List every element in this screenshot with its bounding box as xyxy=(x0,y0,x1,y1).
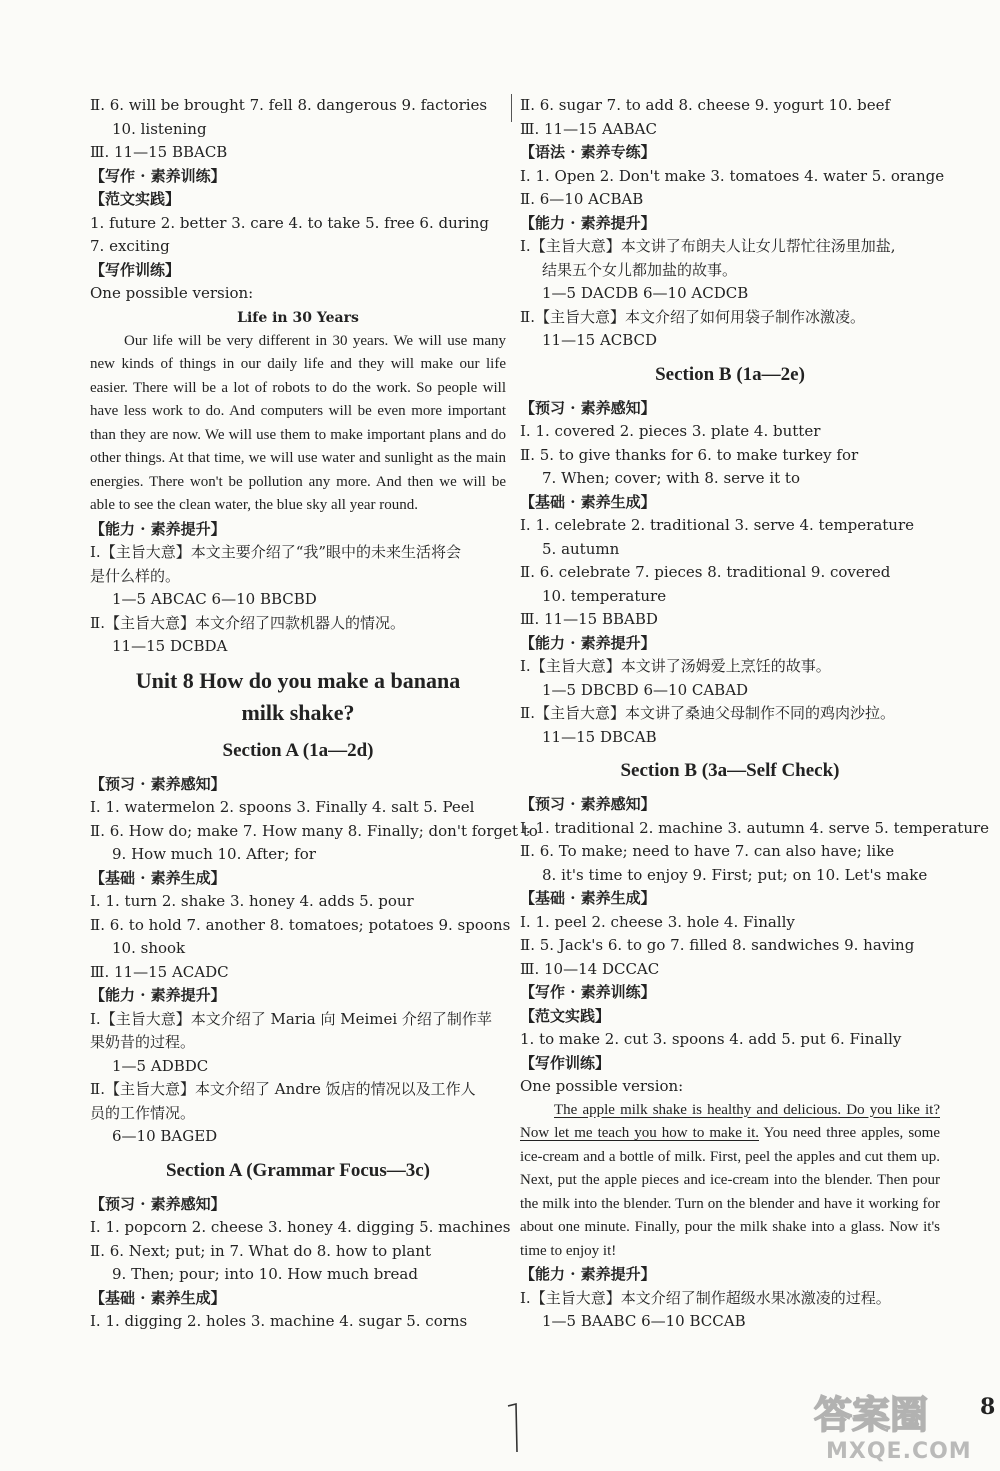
section-label: 【预习 · 素养感知】 xyxy=(90,1194,226,1213)
section-label: 【语法 · 素养专练】 xyxy=(520,143,656,161)
section-label: 【写作训练】 xyxy=(520,1053,611,1072)
section-label: 【范文实践】 xyxy=(90,190,181,208)
section-label: 【预习 · 素养感知】 xyxy=(520,398,656,417)
answer-line: 11—15 DBCAB xyxy=(542,727,657,746)
section-label: 【能力 · 素养提升】 xyxy=(520,633,656,652)
page-number-digit: 8 xyxy=(980,1394,996,1420)
answer-line: Ⅰ. 1. popcorn 2. cheese 3. honey 4. digging 5. machines xyxy=(90,1218,511,1236)
answer-line: Ⅰ.【主旨大意】本文介绍了 Maria 向 Meimei 介绍了制作苹 xyxy=(90,1009,492,1028)
answer-line: Ⅱ.【主旨大意】本文介绍了 Andre 饭店的情况以及工作人 xyxy=(90,1080,476,1098)
answer-line: 6—10 BAGED xyxy=(112,1127,218,1145)
unit-title-line: Unit 8 How do you make a banana xyxy=(135,667,461,693)
answer-line: 结果五个女儿都加盐的故事。 xyxy=(542,260,738,279)
section-label: 【写作 · 素养训练】 xyxy=(90,166,226,185)
section-label: 【范文实践】 xyxy=(520,1006,611,1025)
column-divider xyxy=(511,94,512,122)
section-heading: Section B (3a—Self Check) xyxy=(620,760,840,781)
answer-line: 1—5 DBCBD 6—10 CABAD xyxy=(542,680,749,699)
section-label: 【预习 · 素养感知】 xyxy=(520,795,656,813)
answer-line: 5. autumn xyxy=(542,539,620,558)
answer-line: 1—5 BAABC 6—10 BCCAB xyxy=(542,1312,746,1330)
answers-block xyxy=(90,518,506,659)
answer-line: Ⅱ. 6. celebrate 7. pieces 8. traditional 9. covered xyxy=(520,563,891,581)
answers-block xyxy=(520,793,990,1099)
answer-line: One possible version: xyxy=(90,284,254,302)
unit-title xyxy=(90,665,506,729)
answer-line: Ⅲ. 11—15 ACADC xyxy=(90,962,229,981)
section-label: 【基础 · 素养生成】 xyxy=(520,889,656,907)
answer-line: Ⅰ.【主旨大意】本文介绍了制作超级水果冰激凌的过程。 xyxy=(520,1288,891,1307)
answer-line: Ⅱ.【主旨大意】本文介绍了四款机器人的情况。 xyxy=(90,613,405,632)
answer-line: Ⅱ. 6. will be brought 7. fell 8. dangerous 9. factories xyxy=(90,96,488,114)
answer-line: Ⅲ. 11—15 BBABD xyxy=(520,610,658,628)
right-column xyxy=(520,94,990,1334)
essay-rest: You need three apples, some ice-cream and a bottle of milk. First, peel the apples and cut them up. Next, put the apple pieces and ice-cream into the blender. Then pour the milk into the blender. Turn on the blender and have it working for about one minute. Finally, pour the milk shake into a glass. Now it's time to enjoy it! xyxy=(520,1125,940,1259)
section-label: 【能力 · 素养提升】 xyxy=(90,519,226,538)
answer-line: Ⅰ. 1. celebrate 2. traditional 3. serve 4. temperature xyxy=(520,516,915,534)
answer-line: Ⅱ. 5. to give thanks for 6. to make turkey for xyxy=(520,445,859,464)
answer-line: Ⅲ. 10—14 DCCAC xyxy=(520,959,660,978)
section-label: 【基础 · 素养生成】 xyxy=(520,492,656,511)
answer-line: Ⅰ. 1. digging 2. holes 3. machine 4. sugar 5. corns xyxy=(90,1312,468,1330)
answer-line: Ⅰ. 1. peel 2. cheese 3. hole 4. Finally xyxy=(520,912,795,931)
essay-body: Our life will be very different in 30 years. We will use many new kinds of things in our daily life and they will make our life easier. There will be a lot of robots to do the work. So people will have less work to do. And computers will be even more important than they are now. We will use them to make important plans and do other things. At that time, we will use water and sunlight as the main energies. There won't be pollution any more. And then we will be able to see the clean water, the blue sky all year round. xyxy=(90,332,506,513)
answer-line: Ⅱ.【主旨大意】本文介绍了如何用袋子制作冰激凌。 xyxy=(520,307,865,326)
section-label: 【能力 · 素养提升】 xyxy=(90,986,226,1004)
answer-line: Ⅱ. 6. Next; put; in 7. What do 8. how to plant xyxy=(90,1241,431,1260)
answers-block xyxy=(90,94,506,306)
answer-line: 10. listening xyxy=(112,119,207,138)
essay-body xyxy=(520,1099,940,1264)
answer-line: One possible version: xyxy=(520,1077,684,1095)
answer-line: 1. to make 2. cut 3. spoons 4. add 5. put 6. Finally xyxy=(520,1030,902,1048)
answer-line: Ⅱ.【主旨大意】本文讲了桑迪父母制作不同的鸡肉沙拉。 xyxy=(520,704,895,722)
answer-line: 7. When; cover; with 8. serve it to xyxy=(542,469,800,487)
answers-block xyxy=(520,94,945,353)
answer-line: Ⅰ.【主旨大意】本文主要介绍了“我”眼中的未来生活将会 xyxy=(90,543,462,561)
unit-title-line: milk shake? xyxy=(241,699,355,725)
answer-line: Ⅰ.【主旨大意】本文讲了布朗夫人让女儿帮忙往汤里加盐, xyxy=(520,237,896,255)
answer-line: 1—5 DACDB 6—10 ACDCB xyxy=(542,284,749,302)
answers-block xyxy=(90,773,538,1149)
answer-line: 8. it's time to enjoy 9. First; put; on 10. Let's make xyxy=(542,865,928,884)
section-label: 【基础 · 素养生成】 xyxy=(90,868,226,887)
section-label: 【写作 · 素养训练】 xyxy=(520,983,656,1001)
answer-line: 11—15 ACBCD xyxy=(542,331,658,349)
section-heading: Section A (1a—2d) xyxy=(222,739,374,761)
watermark-chars: 答案圈 xyxy=(814,1393,929,1437)
answer-line: 10. shook xyxy=(112,939,186,957)
section-label: 【能力 · 素养提升】 xyxy=(520,1265,656,1283)
essay-underlined: The apple milk shake is healthy and delicious. Do you like it? Now let me teach you how to make it. xyxy=(520,1101,940,1141)
answer-line: Ⅰ. 1. turn 2. shake 3. honey 4. adds 5. pour xyxy=(90,892,414,910)
answer-line: 是什么样的。 xyxy=(90,566,181,585)
answer-line: Ⅲ. 11—15 AABAC xyxy=(520,119,657,138)
answers-block xyxy=(90,1193,511,1334)
answer-line: Ⅰ.【主旨大意】本文讲了汤姆爱上烹饪的故事。 xyxy=(520,657,831,675)
answer-line: Ⅰ. 1. watermelon 2. spoons 3. Finally 4. salt 5. Peel xyxy=(90,798,475,816)
section-label: 【写作训练】 xyxy=(90,260,181,279)
answer-line: Ⅲ. 11—15 BBACB xyxy=(90,143,228,161)
left-column xyxy=(90,94,538,1334)
answer-line: Ⅰ. 1. traditional 2. machine 3. autumn 4. serve 5. temperature xyxy=(520,818,990,837)
answers-block xyxy=(520,1263,940,1334)
section-label: 【预习 · 素养感知】 xyxy=(90,774,226,793)
answer-line: Ⅱ. 6—10 ACBAB xyxy=(520,190,644,208)
watermark-logo xyxy=(806,1388,996,1464)
answer-line: 员的工作情况。 xyxy=(90,1103,196,1122)
watermark-text: MXQE.COM xyxy=(826,1439,972,1464)
section-heading: Section B (1a—2e) xyxy=(655,363,805,385)
answer-line: 9. How much 10. After; for xyxy=(112,845,316,863)
answer-line: 11—15 DCBDA xyxy=(112,637,228,655)
answer-line: Ⅱ. 6. to hold 7. another 8. tomatoes; potatoes 9. spoons xyxy=(90,915,511,934)
answer-line: 果奶昔的过程。 xyxy=(90,1033,196,1051)
answer-line: 7. exciting xyxy=(90,237,170,255)
page-mark xyxy=(500,1400,530,1460)
section-label: 【能力 · 素养提升】 xyxy=(520,213,656,232)
answer-line: Ⅱ. 6. sugar 7. to add 8. cheese 9. yogurt 10. beef xyxy=(520,96,891,114)
answer-line: Ⅱ. 6. To make; need to have 7. can also have; like xyxy=(520,842,895,860)
answers-block xyxy=(520,397,940,750)
answer-line: Ⅰ. 1. covered 2. pieces 3. plate 4. butter xyxy=(520,422,821,440)
answer-line: Ⅰ. 1. Open 2. Don't make 3. tomatoes 4. water 5. orange xyxy=(520,166,945,185)
answer-line: Ⅱ. 5. Jack's 6. to go 7. filled 8. sandwiches 9. having xyxy=(520,936,915,954)
answer-line: 1—5 ADBDC xyxy=(112,1056,209,1075)
answer-line: 1. future 2. better 3. care 4. to take 5. free 6. during xyxy=(90,213,489,232)
answer-line: 10. temperature xyxy=(542,586,667,605)
answer-line: 1—5 ABCAC 6—10 BBCBD xyxy=(112,590,317,608)
answer-line: 9. Then; pour; into 10. How much bread xyxy=(112,1265,418,1283)
section-heading: Section A (Grammar Focus—3c) xyxy=(165,1159,431,1181)
section-label: 【基础 · 素养生成】 xyxy=(90,1288,226,1307)
answer-line: Ⅱ. 6. How do; make 7. How many 8. Finally; don't forget to xyxy=(90,821,538,840)
essay-title: Life in 30 Years xyxy=(237,309,359,326)
